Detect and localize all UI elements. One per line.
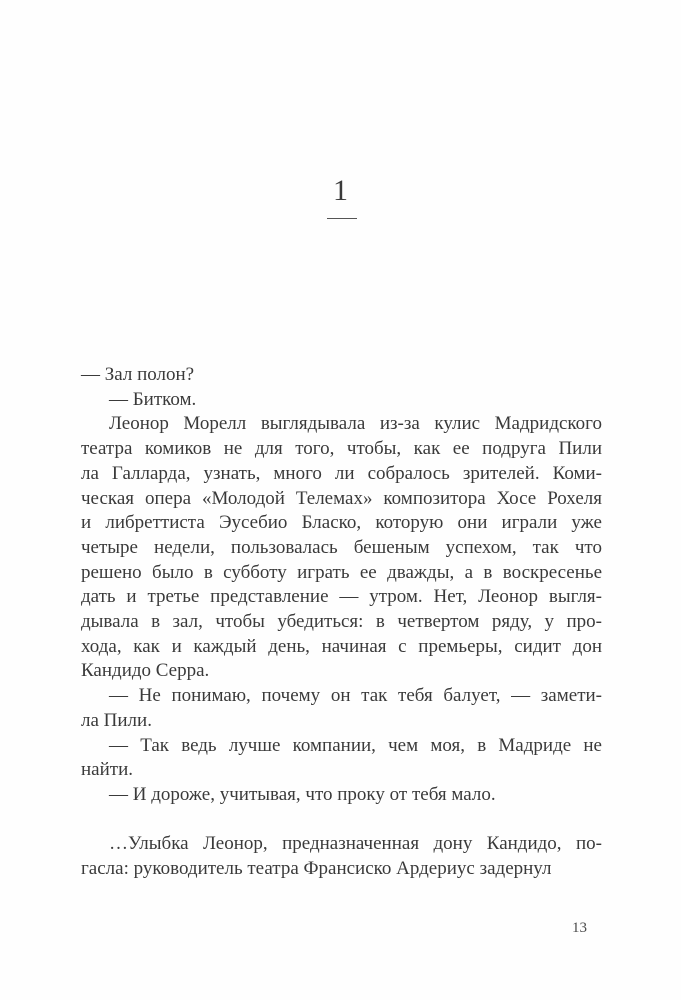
text-line: ла Галларда, узнать, много ли собралось зрителей. Коми- — [81, 462, 602, 484]
paragraph — [81, 734, 602, 783]
text-line: ческая опера «Молодой Телемах» композитора Хосе Рохеля — [81, 487, 602, 509]
paragraph — [81, 363, 602, 388]
text-line: дать и третье представление — утром. Нет, Леонор выгля- — [81, 586, 602, 608]
text-line: дывала в зал, чтобы убедиться: в четвертом ряду, у про- — [81, 611, 602, 633]
paragraph — [81, 388, 602, 413]
body-text — [81, 363, 602, 882]
paragraph — [81, 783, 602, 808]
text-line: театра комиков не для того, чтобы, как ее подруга Пили — [81, 438, 602, 460]
chapter-divider-rule — [327, 218, 357, 219]
text-line: четыре недели, пользовалась бешеным успехом, так что — [81, 536, 602, 558]
paragraph — [81, 412, 602, 684]
text-line: решено было в субботу играть ее дважды, а в воскресенье — [81, 561, 602, 583]
text-line: найти. — [81, 759, 133, 781]
text-line: — И дороже, учитывая, что проку от тебя мало. — [109, 783, 496, 805]
text-line: гасла: руководитель театра Франсиско Ардериус задернул — [81, 858, 552, 880]
text-line: ла Пили. — [81, 709, 152, 731]
chapter-number: 1 — [333, 174, 348, 207]
text-line: Леонор Морелл выглядывала из-за кулис Мадридского — [109, 413, 602, 435]
text-line: — Битком. — [109, 388, 197, 410]
text-line: — Зал полон? — [81, 364, 195, 385]
paragraph — [81, 684, 602, 733]
text-line: хода, как и каждый день, начиная с премьеры, сидит дон — [81, 635, 602, 657]
text-line: — Не понимаю, почему он так тебя балует, — замети- — [109, 685, 602, 707]
text-line: …Улыбка Леонор, предназначенная дону Кандидо, по- — [109, 833, 602, 855]
text-line: Кандидо Серра. — [81, 660, 210, 682]
paragraph — [81, 832, 602, 881]
text-line: — Так ведь лучше компании, чем моя, в Мадриде не — [109, 734, 602, 756]
text-line: и либреттиста Эусебио Бласко, которую они играли уже — [81, 512, 602, 534]
page-number: 13 — [572, 920, 587, 936]
